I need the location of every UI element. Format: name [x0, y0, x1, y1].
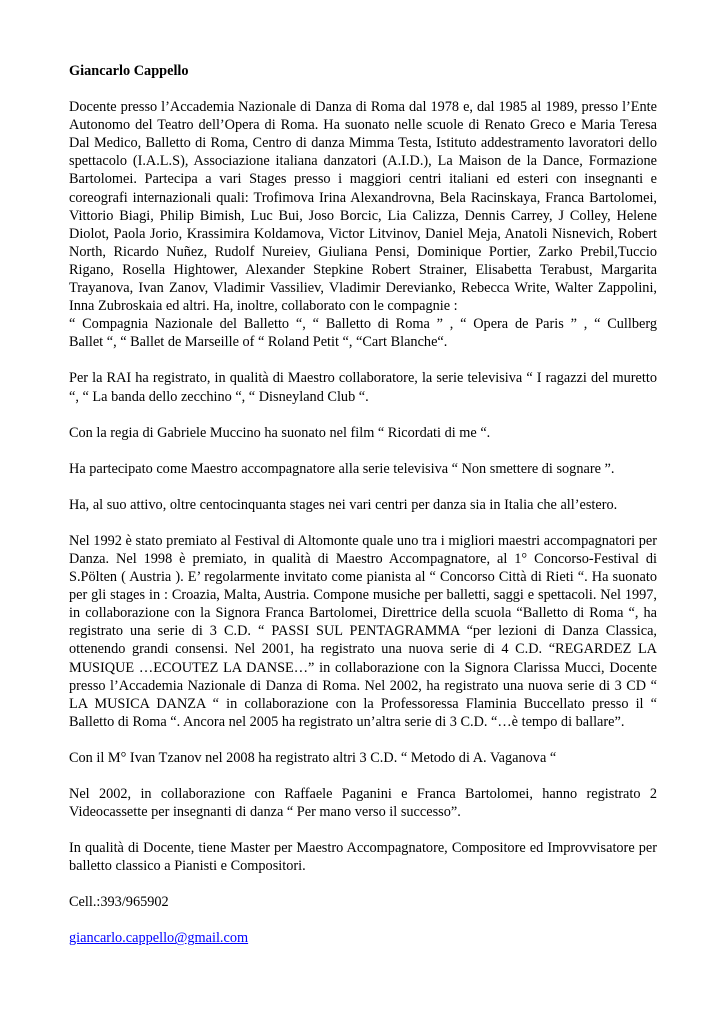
bio-paragraph: Docente presso l’Accademia Nazionale di Danza di Roma dal 1978 e, dal 1985 al 1989, presso l’Ente Autonomo del Teatro dell’Opera di Roma. Ha suonato nelle scuole di Renato Greco e Maria Teresa Dal Medico, Balletto di Roma, Centro di danza Mimma Testa, Istituto addestramento lavoratori dello spettacolo (I.A.L.S), Associazione italiana danzatori (A.I.D.), La Maison de la Dance, Formazione Bartolomei. Partecipa a vari Stages presso i maggiori centri italiani ed esteri con insegnanti e coreografi internazionali quali: Trofimova Irina Alexandrovna, Bela Racinskaya, Franca Bartolomei, Vittorio Biagi, Philip Bimish, Luc Bui, Joso Borcic, Lia Calizza, Dennis Carrey, J Colley, Helene Diolot, Paola Jorio, Krassimira Koldamova, Victor Litvinov, Daniel Meja, Anatoli Nisnevich, Robert North, Ricardo Nuñez, Rudolf Nureiev, Giuliana Pensi, Dominique Portier, Zarko Prebil,Tuccio Rigano, Rosella Hightower, Alexander Stepkine Robert Strainer, Elisabetta Terabust, Margarita Trayanova, Ivan Zanov, Vladimir Vassiliev, Vladimir Derevianko, Rebecca Write, Walter Zappolini, Inna Zubroskaia ed altri. Ha, inoltre, collaborato con le compagnie :	[69, 99, 657, 315]
tv-series-paragraph: Ha partecipato come Maestro accompagnatore alla serie televisiva “ Non smettere di sognare ”.	[69, 460, 615, 477]
contact-email-line	[69, 929, 657, 947]
vaganova-paragraph: Con il M° Ivan Tzanov nel 2008 ha registrato altri 3 C.D. “ Metodo di A. Vaganova “	[69, 749, 557, 766]
companies-line: Ballet “, “ Ballet de Marseille of “ Roland Petit “, “Cart Blanche“.	[69, 334, 448, 351]
page-title: Giancarlo Cappello	[69, 63, 189, 79]
videocassette-paragraph: Nel 2002, in collaborazione con Raffaele Paganini e Franca Bartolomei, hanno registrato 2 Videocassette per insegnanti di danza “ Per mano verso il successo”.	[69, 786, 657, 821]
companies-line: “ Compagnia Nazionale del Balletto “, “ Balletto di Roma ” , “ Opera de Paris ” , “ Cullberg	[69, 316, 657, 333]
document-page	[69, 62, 657, 948]
awards-paragraph: Nel 1992 è stato premiato al Festival di Altomonte quale uno tra i migliori maestri accompagnatori per Danza. Nel 1998 è premiato, in qualità di Maestro Accompagnatore, al 1° Concorso-Festival di S.Pölten ( Austria ). E’ regolarmente invitato come pianista al “ Concorso Città di Rieti “. Ha suonato per gli stages in : Croazia, Malta, Austria. Compone musiche per balletti, saggi e spettacoli. Nel 1997, in collaborazione con la Signora Franca Bartolomei, Direttrice della scuola “Balletto di Roma “, ha registrato una serie di 3 C.D. “ PASSI SUL PENTAGRAMMA “per lezioni di Danza Classica, ottenendo grandi consensi. Nel 2001, ha registrato una nuova serie di 4 C.D. “REGARDEZ LA MUSIQUE …ECOUTEZ LA DANSE…” in collaborazione con la Signora Clarissa Mucci, Docente presso l’Accademia Nazionale di Danza di Roma. Nel 2002, ha registrato una nuova serie di 3 CD “ LA MUSICA DANZA “ in collaborazione con la Professoressa Flaminia Buccellato presso il “ Balletto di Roma “. Ancora nel 2005 ha registrato un’altra serie di 3 C.D. “…è tempo di ballare”.	[69, 532, 657, 730]
film-paragraph: Con la regia di Gabriele Muccino ha suonato nel film “ Ricordati di me “.	[69, 424, 491, 441]
email-link[interactable]: giancarlo.cappello@gmail.com	[69, 930, 249, 947]
companies-list	[69, 315, 657, 351]
cell-number: Cell.:393/965902	[69, 894, 169, 911]
stages-paragraph: Ha, al suo attivo, oltre centocinquanta stages nei vari centri per danza sia in Italia che all’estero.	[69, 496, 618, 513]
master-paragraph: In qualità di Docente, tiene Master per Maestro Accompagnatore, Compositore ed Improvvisatore per balletto classico a Pianisti e Compositori.	[69, 840, 657, 875]
bio-block	[69, 98, 657, 351]
rai-paragraph: Per la RAI ha registrato, in qualità di Maestro collaboratore, la serie televisiva “ I ragazzi del muretto “, “ La banda dello zecchino “, “ Disneyland Club “.	[69, 370, 657, 405]
